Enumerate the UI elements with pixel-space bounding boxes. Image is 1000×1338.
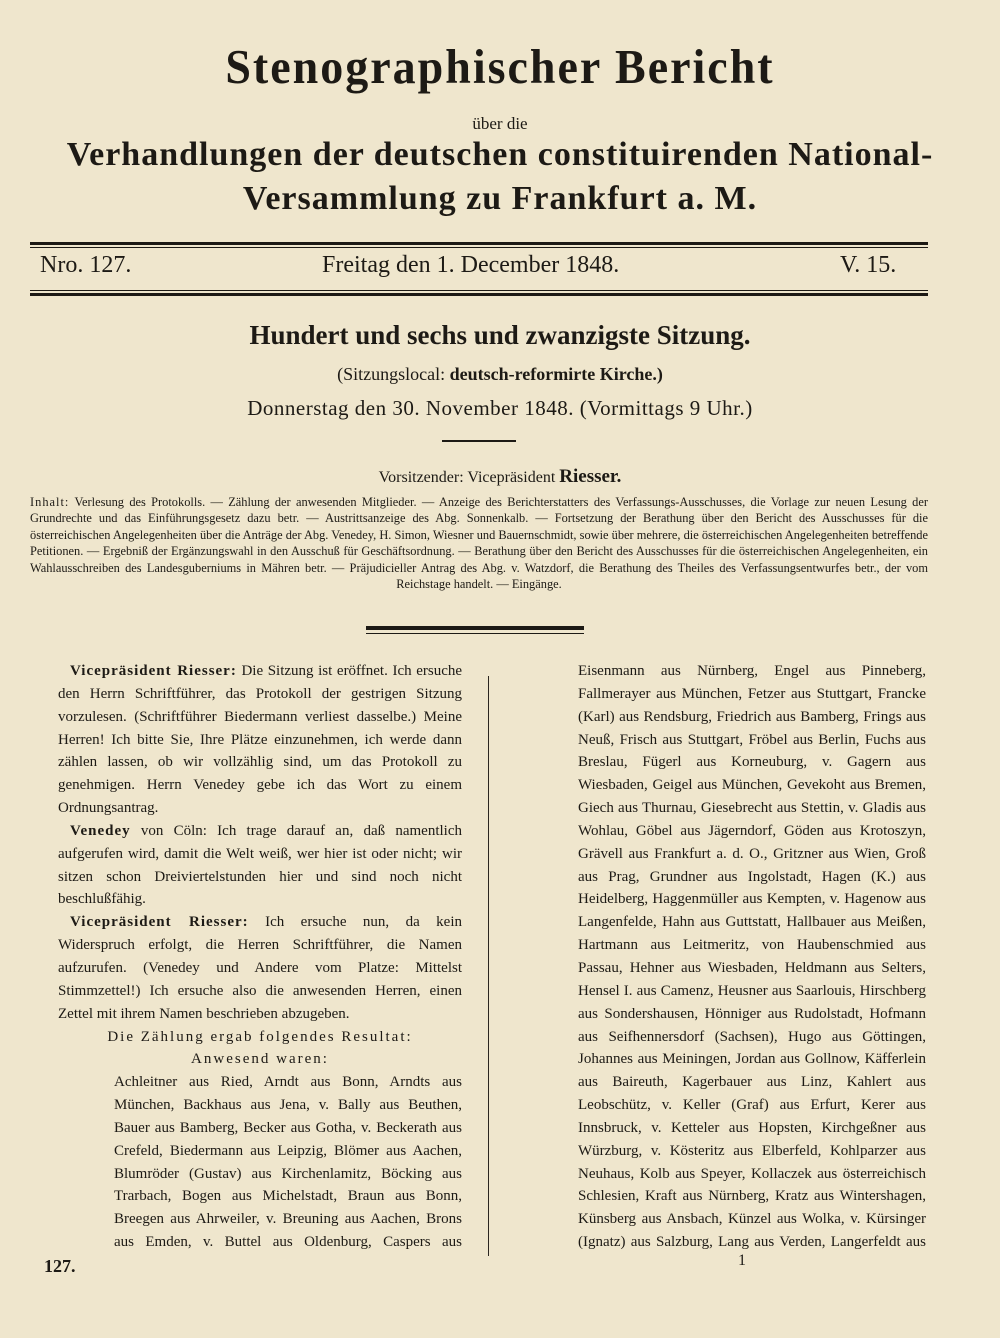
session-date: Donnerstag den 30. November 1848. (Vormittags 9 Uhr.) <box>247 396 753 420</box>
result-heading-1: Die Zählung ergab folgendes Resultat: <box>107 1028 413 1045</box>
chair-prefix: Vorsitzender: Vicepräsident <box>378 469 556 486</box>
masthead-subtitle-line2: Versammlung zu Frankfurt a. M. <box>242 180 758 217</box>
paragraph-1-text: Die Sitzung ist eröffnet. Ich ersuche den Herrn Schriftführer, das Protokoll der gestrigen Sitzung vorzulesen. (Schriftführer Biedermann verliest dasselbe.) Meine Herren! Ich bitte Sie, Ihre Plätze einzunehmen, ich werde dann zählen lassen, ob wir vollzählig sind, um das Protokoll zu genehmigen. Herrn Venedey gebe ich das Wort zu einem Ordnungsantrag. <box>58 663 462 817</box>
table-of-contents <box>30 494 928 592</box>
section-divider-thick <box>366 626 584 630</box>
right-column <box>578 660 926 1256</box>
contents-label: Inhalt: <box>30 495 70 509</box>
attendee-names-right: Eisenmann aus Nürnberg, Engel aus Pinneberg, Fallmerayer aus München, Fetzer aus Stuttgart, Francke (Karl) aus Rendsburg, Friedrich aus Bamberg, Frings aus Neuß, Frisch aus Stuttgart, Fröbel aus Berlin, Fuchs aus Breslau, Fügerl aus Korneuburg, v. Gagern aus Wiesbaden, Geigel aus München, Gevekoht aus Bremen, Giech aus Thurnau, Giesebrecht aus Stettin, v. Gladis aus Wohlau, Göbel aus Jägerndorf, Göden aus Krotoszyn, Grävell aus Frankfurt a. d. O., Gritzner aus Wien, Groß aus Prag, Grundner aus Ingolstadt, Hagen (K.) aus Heidelberg, Haggenmüller aus Kempten, v. Hagenow aus Langenfelde, Hahn aus Guttstatt, Hallbauer aus Meißen, Hartmann aus Leitmeritz, von Haubenschmied aus Passau, Hehner aus Wiesbaden, Heldmann aus Selters, Hensel I. aus Camenz, Heusner aus Saarlouis, Hirschberg aus Sondershausen, Hönniger aus Rudolstadt, Hofmann aus Seifhennersdorf (Sachsen), Hugo aus Göttingen, Johannes aus Meiningen, Jordan aus Gollnow, Käfferlein aus Baireuth, Kagerbauer aus Linz, Kahlert aus Leobschütz, v. Keller (Graf) aus Erfurt, Kerer aus Innsbruck, v. Ketteler aus Hopsten, Kirchgeßner aus Würzburg, v. Kösteritz aus Elberfeld, Kohlparzer aus Neuhaus, Kolb aus Speyer, Kollaczek aus österreichisch Schlesien, Kraft aus Nürnberg, Kratz aus Wintershagen, Künsberg aus Ansbach, Künzel aus Wolka, v. Kürsinger (Ignatz) aus Salzburg, Lang aus Verden, Langerfeldt aus <box>578 663 926 1251</box>
chair-name: Riesser. <box>559 466 622 487</box>
attendee-names-left: Achleitner aus Ried, Arndt aus Bonn, Arndts aus München, Backhaus aus Jena, v. Bally aus Beuthen, Bauer aus Bamberg, Becker aus Gotha, v. Beckerath aus Crefeld, Biedermann aus Leipzig, Blömer aus Aachen, Blumröder (Gustav) aus Kirchenlamitz, Böcking aus Trarbach, Bogen aus Michelstadt, Braun aus Bonn, Breegen aus Ahrweiler, v. Breuning aus Aachen, Brons aus Emden, v. Buttel aus Oldenburg, Caspers aus <box>114 1074 462 1251</box>
masthead-title: Stenographischer Bericht <box>225 39 775 94</box>
masthead-ueber-die: über die <box>472 114 528 133</box>
page-number: 1 <box>738 1252 746 1269</box>
paragraph-2 <box>58 820 462 911</box>
top-rule-thick <box>30 242 928 245</box>
speaker-venedey: Venedey <box>70 822 131 839</box>
session-title: Hundert und sechs und zwanzigste Sitzung. <box>249 320 751 350</box>
masthead-subtitle-line1: Verhandlungen der deutschen constituirenden National- <box>66 136 934 173</box>
section-divider-thin <box>366 633 584 634</box>
session-location-prefix: (Sitzungslocal: <box>337 364 446 384</box>
column-divider <box>488 676 489 1256</box>
paragraph-1 <box>58 660 462 820</box>
issue-rule-thin <box>30 290 928 291</box>
session-chair <box>0 466 1000 488</box>
session-location <box>0 364 1000 385</box>
sheet-signature: 127. <box>44 1256 76 1276</box>
issue-number: Nro. 127. <box>40 252 132 278</box>
top-rule-thin <box>30 247 928 248</box>
paragraph-3 <box>58 911 462 1025</box>
speaker-riesser-2: Vicepräsident Riesser: <box>70 914 249 931</box>
left-column <box>58 660 462 1252</box>
paragraph-3-text: Ich ersuche nun, da kein Widerspruch erfolgt, die Herren Schriftführer, die Namen aufzurufen. (Venedey und Andere vom Platze: Mittelst Stimmzettel!) Ich ersuche also die anwesenden Herren, einen Zettel mit ihrem Namen beschrieben abzugeben. <box>58 914 462 1022</box>
issue-rule-thick <box>30 293 928 296</box>
contents-text: Verlesung des Protokolls. — Zählung der anwesenden Mitglieder. — Anzeige des Berichterstatters des Verfassungs-Ausschusses, die Vorlage zur neuen Lesung der Grundrechte und das Einführungsgesetz dazu betr. — Austrittsanzeige des Abg. Sonnenkalb. — Fortsetzung der Berathung über den Bericht des Ausschusses für die österreichischen Angelegenheiten über die Anträge der Abg. Venedey, H. Simon, Wiesner und Bauernschmidt, sowie über mehrere, die österreichischen Angelegenheiten betreffende Petitionen. — Ergebniß der Ergänzungswahl in den Ausschuß für Geschäftsordnung. — Berathung über den Bericht des Ausschusses für die österreichischen Angelegenheiten, ein Wahlausschreiben des Landesguberniums in Mähren betr. — Präjudicieller Antrag des Abg. v. Watzdorf, die Berathung des Theiles des Verfassungsentwurfes betr., der vom Reichstage handelt. — Eingänge. <box>30 495 928 592</box>
session-location-place: deutsch-reformirte Kirche.) <box>449 364 663 384</box>
result-heading-2: Anwesend waren: <box>191 1051 329 1068</box>
short-divider <box>442 440 516 442</box>
speaker-riesser-1: Vicepräsident Riesser: <box>70 663 237 679</box>
paragraph-2-text: von Cöln: Ich trage darauf an, daß namentlich aufgerufen wird, damit die Welt weiß, wer hier ist oder nicht; wir sitzen schon Dreiviertelstunden hier und sind noch nicht beschlußfähig. <box>58 822 462 908</box>
issue-date: Freitag den 1. December 1848. <box>322 252 620 278</box>
issue-volume: V. 15. <box>840 252 897 278</box>
issue-line <box>32 252 932 286</box>
